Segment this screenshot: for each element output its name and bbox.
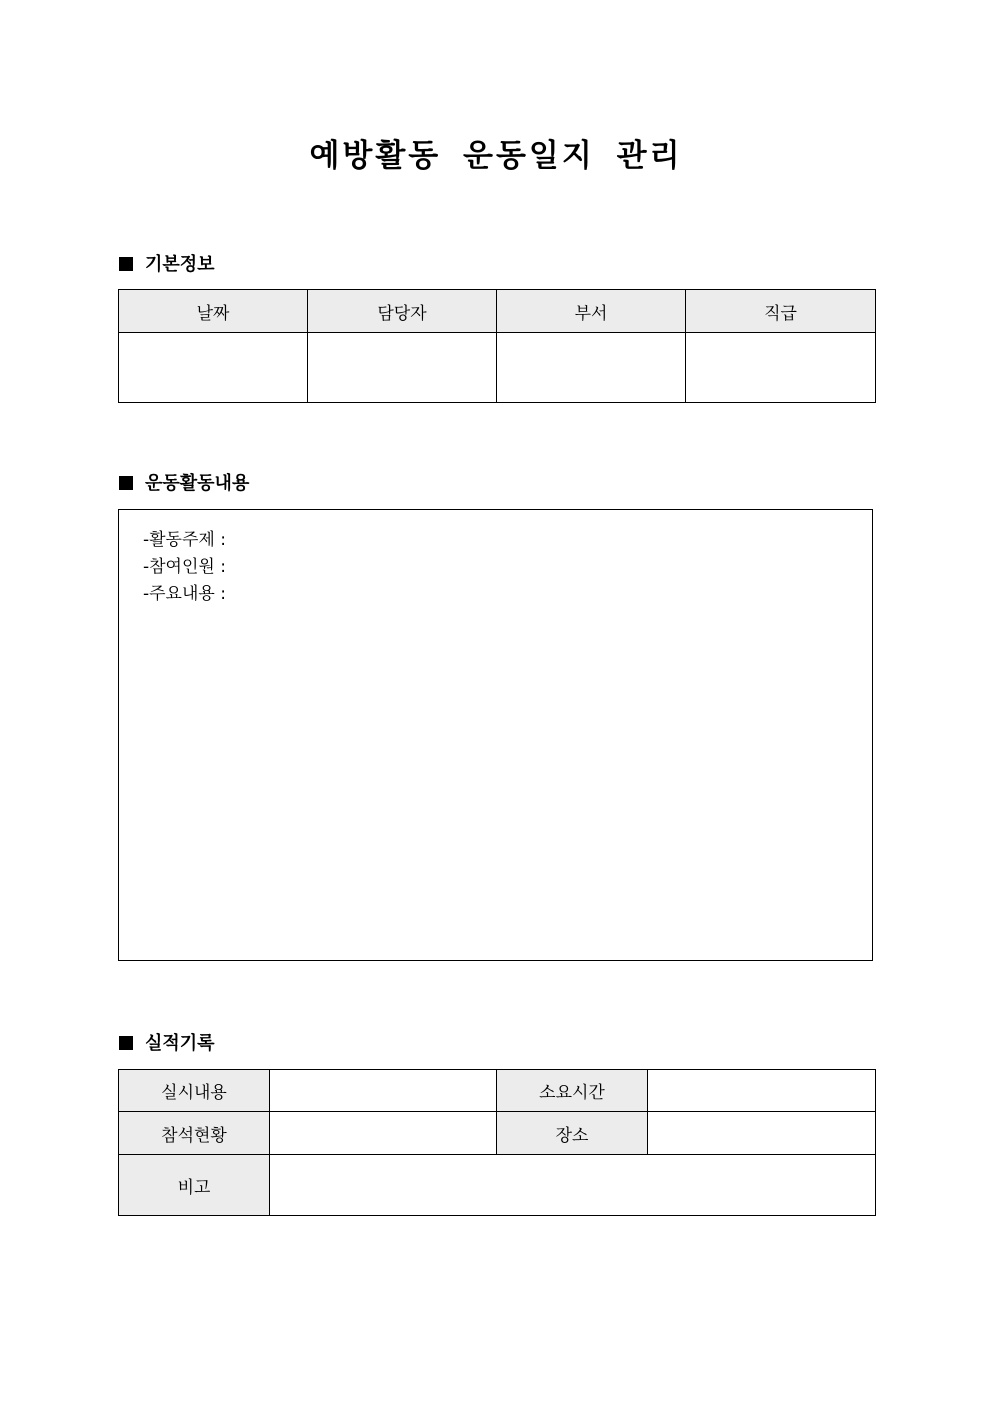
square-bullet-icon [119,1036,133,1050]
activity-lines [143,527,226,608]
remarks-field[interactable] [270,1155,876,1216]
attendance-label: 참석현황 [119,1112,270,1155]
column-header-department: 부서 [497,290,686,333]
duration-label: 소요시간 [497,1070,648,1112]
basic-info-table [118,289,876,403]
basic-info-value-row [119,333,876,403]
table-row [119,1155,876,1216]
record-table [118,1069,876,1216]
activity-participants-line: -참여인원 : [143,557,226,577]
location-label: 장소 [497,1112,648,1155]
execution-content-label: 실시내용 [119,1070,270,1112]
table-row [119,1070,876,1112]
department-field[interactable] [497,333,686,403]
activity-details-line: -주요내용 : [143,584,226,604]
square-bullet-icon [119,257,133,271]
activity-heading [119,471,249,497]
column-header-date: 날짜 [119,290,308,333]
attendance-field[interactable] [270,1112,497,1155]
date-field[interactable] [119,333,308,403]
record-heading [119,1031,215,1057]
basic-info-heading-text: 기본정보 [145,254,215,275]
record-heading-text: 실적기록 [145,1033,215,1054]
remarks-label: 비고 [119,1155,270,1216]
manager-field[interactable] [308,333,497,403]
basic-info-heading [119,252,215,278]
table-row [119,1112,876,1155]
square-bullet-icon [119,476,133,490]
column-header-manager: 담당자 [308,290,497,333]
position-field[interactable] [686,333,876,403]
activity-topic-line: -활동주제 : [143,530,226,550]
page-title: 예방활동 운동일지 관리 [309,138,683,174]
location-field[interactable] [648,1112,876,1155]
execution-content-field[interactable] [270,1070,497,1112]
activity-heading-text: 운동활동내용 [145,473,250,494]
duration-field[interactable] [648,1070,876,1112]
activity-content-box[interactable] [118,509,873,961]
basic-info-header-row [119,290,876,333]
column-header-position: 직급 [686,290,876,333]
